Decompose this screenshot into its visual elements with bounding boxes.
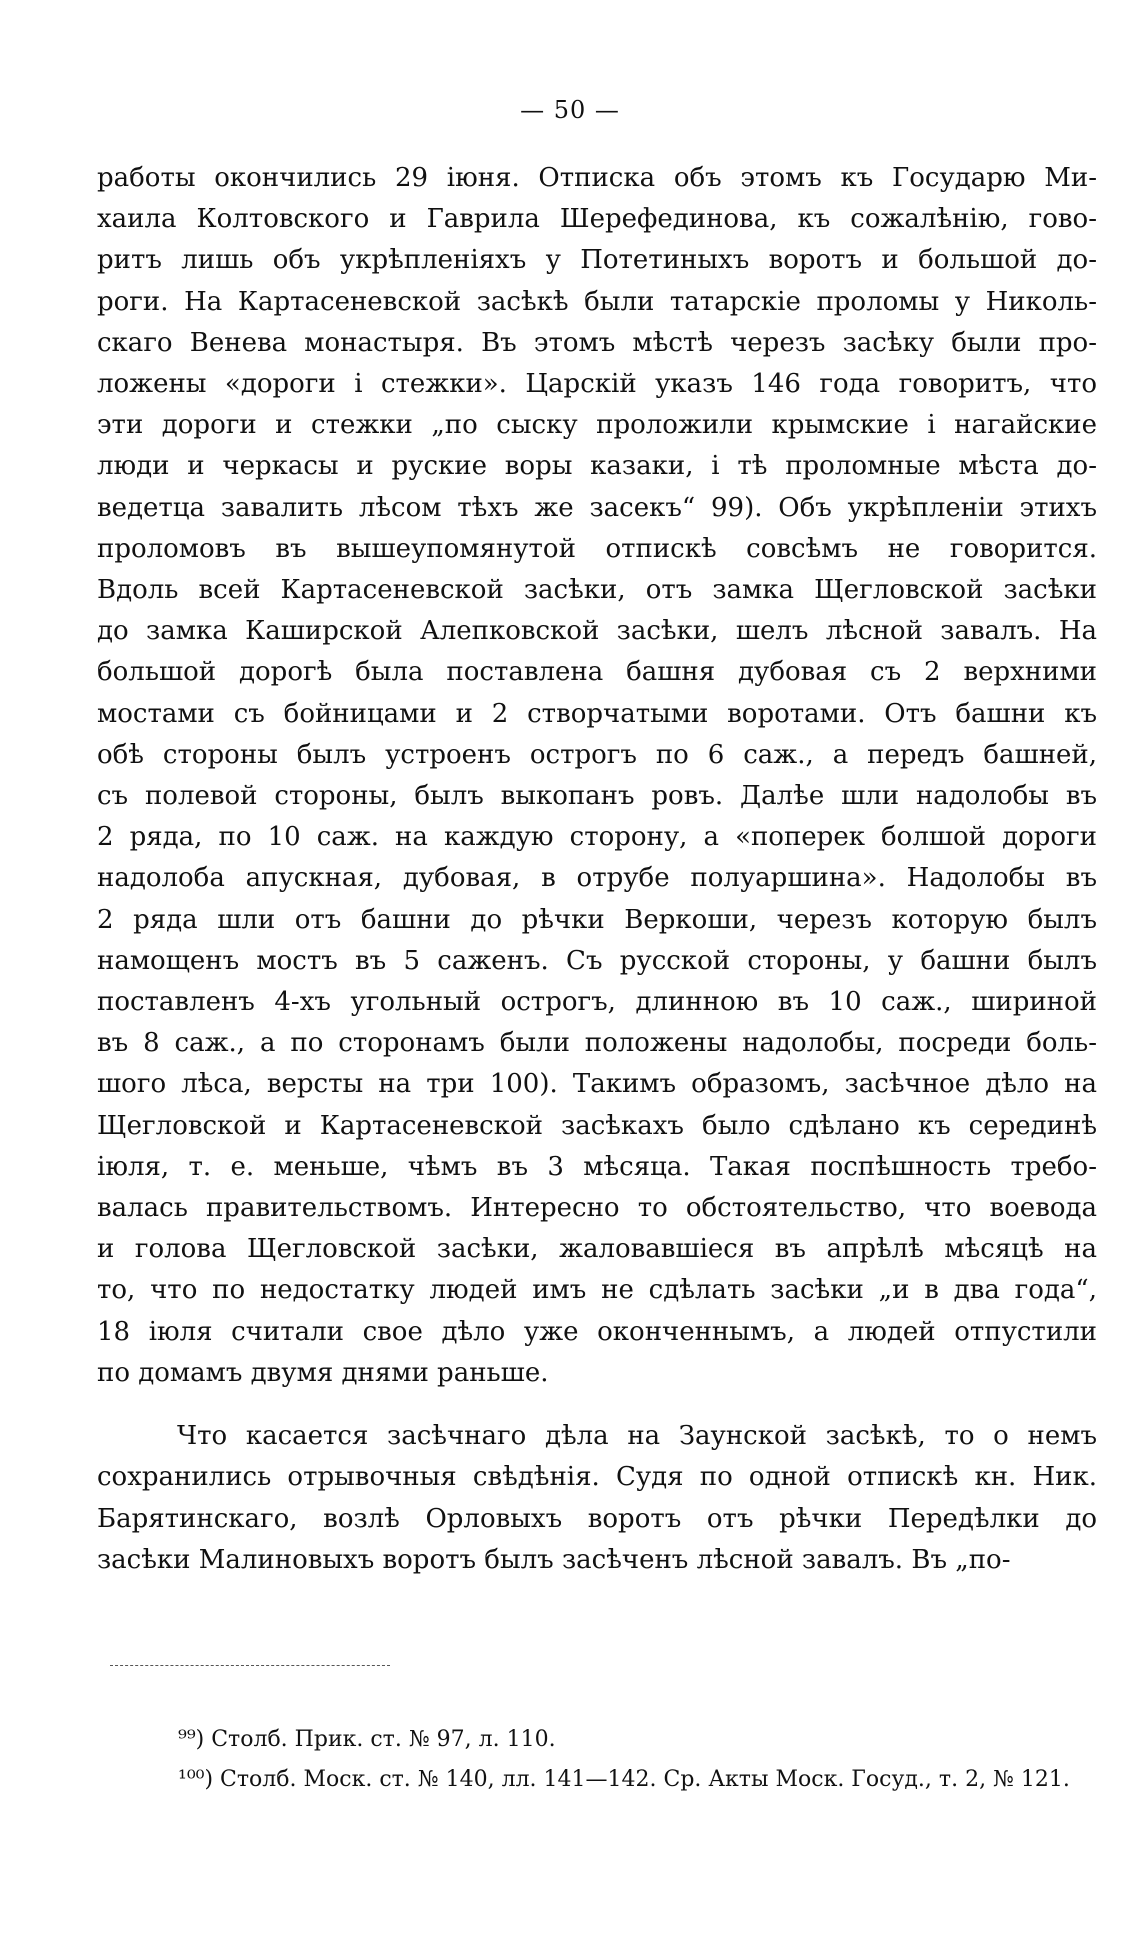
text-line: Щегловской и Картасеневской засѣкахъ было сдѣлано къ серединѣ [97, 1110, 1097, 1141]
paragraph-2 [97, 1416, 1097, 1581]
text-line: надолоба апускная, дубовая, в отрубе полуаршина». Надолобы въ [97, 863, 1097, 894]
text-line: скаго Венева монастыря. Въ этомъ мѣстѣ черезъ засѣку были про- [97, 327, 1097, 358]
text-line: хаила Колтовского и Гаврила Шерефединова, къ сожалѣнію, гово- [97, 204, 1097, 235]
text-line: іюля, т. е. меньше, чѣмъ въ 3 мѣсяца. Такая поспѣшность требо- [97, 1151, 1097, 1182]
text-line: ритъ лишь объ укрѣпленіяхъ у Потетиныхъ воротъ и большой до- [97, 245, 1097, 276]
text-line: сохранились отрывочныя свѣдѣнія. Судя по одной отпискѣ кн. Ник. [97, 1462, 1097, 1493]
footnotes [178, 1720, 1118, 1800]
text-line: Вдоль всей Картасеневской засѣки, отъ замка Щегловской засѣки [97, 575, 1097, 606]
text-line: то, что по недостатку людей имъ не сдѣлать засѣки „и в два года“, [97, 1275, 1097, 1306]
text-line: люди и черкасы и руские воры казаки, і тѣ проломные мѣста до- [97, 451, 1097, 482]
text-line: съ полевой стороны, былъ выкопанъ ровъ. Далѣе шли надолобы въ [97, 781, 1097, 812]
footnote-divider [110, 1665, 390, 1666]
text-line: роги. На Картасеневской засѣкѣ были татарскіе проломы у Николь- [97, 286, 1097, 317]
text-line: Барятинскаго, возлѣ Орловыхъ воротъ отъ рѣчки Передѣлки до [97, 1503, 1097, 1534]
text-line: по домамъ двумя днями раньше. [97, 1357, 549, 1388]
text-line: и голова Щегловской засѣки, жаловавшіеся въ апрѣлѣ мѣсяцѣ на [97, 1234, 1097, 1265]
text-line: обѣ стороны былъ устроенъ острогъ по 6 саж., а передъ башней, [97, 739, 1097, 770]
text-line: 18 іюля считали свое дѣло уже оконченнымъ, а людей отпустили [97, 1316, 1097, 1347]
text-line: ложены «дороги і стежки». Царскій указъ 146 года говоритъ, что [97, 369, 1097, 400]
text-line: въ 8 саж., а по сторонамъ были положены надолобы, посреди боль- [97, 1028, 1097, 1059]
text-line: Что касается засѣчнаго дѣла на Заунской засѣкѣ, то о немъ [177, 1421, 1097, 1452]
text-line: до замка Каширской Алепковской засѣки, шелъ лѣсной завалъ. На [97, 616, 1097, 647]
page-number: — 50 — [520, 96, 620, 124]
text-line: проломовъ въ вышеупомянутой отпискѣ совсѣмъ не говорится. [97, 533, 1097, 564]
body-text [97, 158, 1097, 1581]
text-line: 2 ряда, по 10 саж. на каждую сторону, а «поперек болшой дороги [97, 822, 1097, 853]
paragraph-1 [97, 158, 1097, 1394]
text-line: ведетца завалить лѣсом тѣхъ же засекъ“ 99). Объ укрѣпленіи этихъ [97, 492, 1097, 523]
footnote-100: ¹⁰⁰) Столб. Моск. ст. № 140, лл. 141—142. Ср. Акты Моск. Госуд., т. 2, № 121. [178, 1767, 1070, 1792]
text-line: намощенъ мостъ въ 5 саженъ. Съ русской стороны, у башни былъ [97, 945, 1097, 976]
text-line: засѣки Малиновыхъ воротъ былъ засѣченъ лѣсной завалъ. Въ „по- [97, 1544, 1011, 1575]
text-line: большой дорогѣ была поставлена башня дубовая съ 2 верхними [97, 657, 1097, 688]
footnote-99: ⁹⁹) Столб. Прик. ст. № 97, л. 110. [178, 1727, 556, 1752]
text-line: шого лѣса, версты на три 100). Такимъ образомъ, засѣчное дѣло на [97, 1069, 1097, 1100]
text-line: валась правительствомъ. Интересно то обстоятельство, что воевода [97, 1193, 1097, 1224]
text-line: эти дороги и стежки „по сыску проложили крымские і нагайские [97, 410, 1097, 441]
text-line: работы окончились 29 іюня. Отписка объ этомъ къ Государю Ми- [97, 163, 1097, 193]
text-line: поставленъ 4-хъ угольный острогъ, длинною въ 10 саж., шириной [97, 987, 1097, 1018]
text-line: 2 ряда шли отъ башни до рѣчки Веркоши, черезъ которую былъ [97, 904, 1097, 935]
text-line: мостами съ бойницами и 2 створчатыми воротами. Отъ башни къ [97, 698, 1097, 729]
